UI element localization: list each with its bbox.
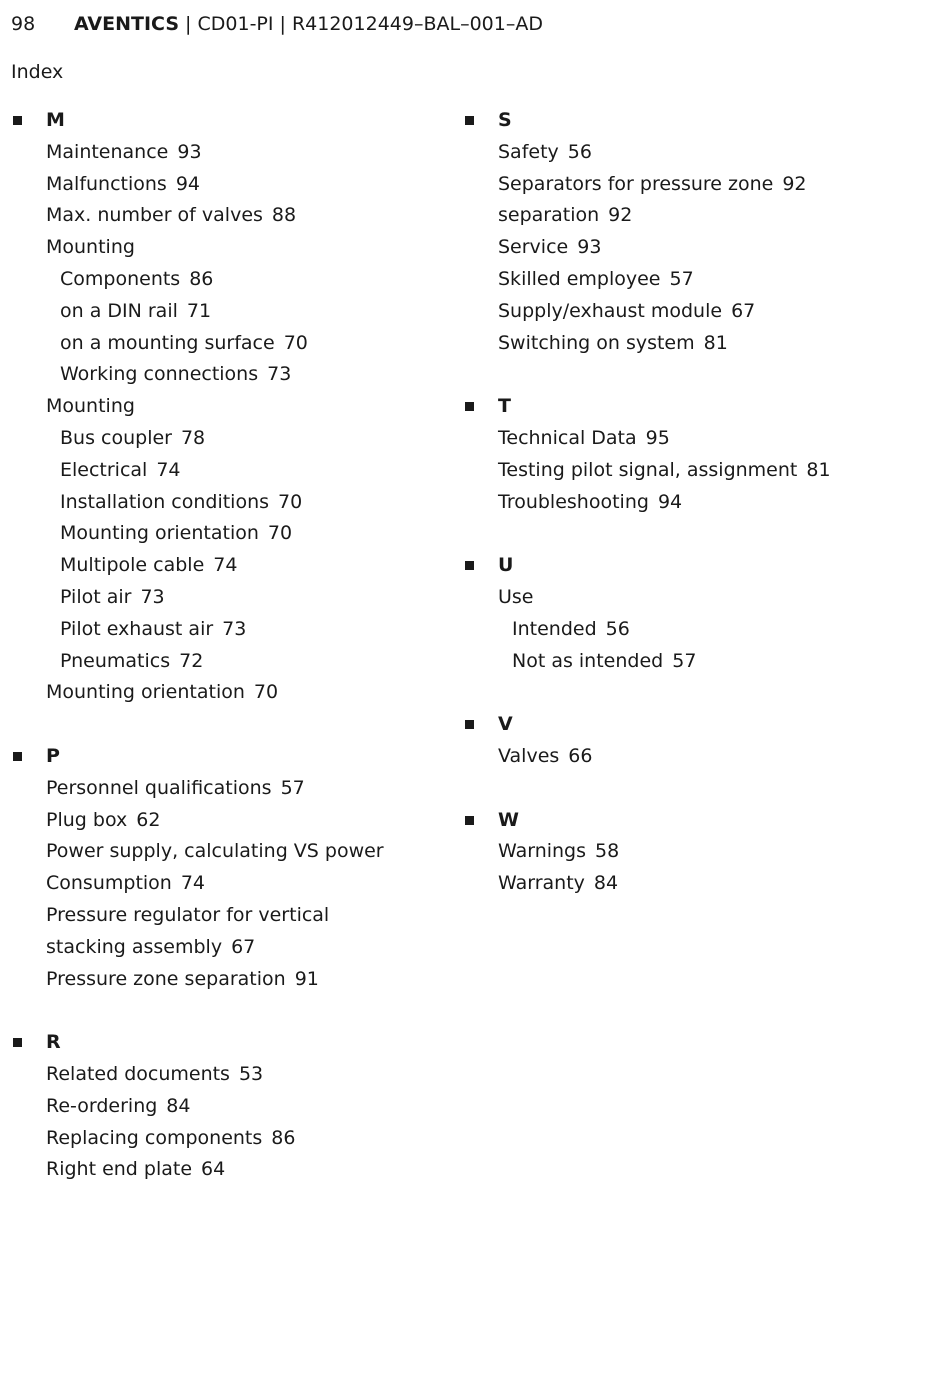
index-entry xyxy=(463,582,893,614)
index-entry xyxy=(463,137,893,169)
index-entry-text: Warranty xyxy=(498,872,585,895)
square-bullet-icon xyxy=(13,116,22,125)
index-page-number: 73 xyxy=(222,617,247,640)
index-entry xyxy=(463,264,893,296)
index-letter-row xyxy=(463,550,893,582)
index-entry-text: stacking assembly xyxy=(46,935,223,958)
square-bullet-icon xyxy=(465,402,474,411)
index-page-number: 81 xyxy=(806,458,831,481)
index-entry xyxy=(463,232,893,264)
index-subentry xyxy=(463,614,893,646)
index-page-number: 66 xyxy=(568,744,593,767)
index-entry-text: Electrical xyxy=(60,458,148,481)
index-entry-text: Pneumatics xyxy=(60,649,171,672)
index-entry-text: Right end plate xyxy=(46,1158,193,1181)
index-entry xyxy=(463,741,893,773)
brand-name: AVENTICS xyxy=(74,13,180,35)
index-subentry xyxy=(11,487,441,519)
index-page-number: 86 xyxy=(271,1126,296,1149)
index-page-number: 62 xyxy=(136,808,161,831)
index-entry-text: Max. number of valves xyxy=(46,204,263,227)
index-subentry xyxy=(11,518,441,550)
index-entry-text: Valves xyxy=(498,744,560,767)
index-entry xyxy=(11,932,441,964)
index-page-number: 56 xyxy=(605,617,630,640)
index-page-number: 92 xyxy=(782,172,807,195)
index-entry-text: Pilot exhaust air xyxy=(60,617,214,640)
square-bullet-icon xyxy=(465,816,474,825)
index-entry xyxy=(463,868,893,900)
index-page-number: 53 xyxy=(238,1062,264,1085)
index-entry-text: Multipole cable xyxy=(60,554,205,577)
index-entry-text: Pilot air xyxy=(60,585,132,608)
index-letter: R xyxy=(46,1031,61,1054)
index-entry xyxy=(463,200,893,232)
index-subentry xyxy=(11,328,441,360)
index-page-number: 67 xyxy=(731,299,756,322)
index-entry-text: Mounting xyxy=(46,395,135,418)
index-subentry xyxy=(11,582,441,614)
index-entry xyxy=(11,169,441,201)
index-page-number: 95 xyxy=(645,426,670,449)
index-entry-text: Not as intended xyxy=(512,649,664,672)
index-group-r xyxy=(11,1027,441,1186)
index-entry xyxy=(11,391,441,423)
index-letter: U xyxy=(498,554,514,577)
index-entry-text: separation xyxy=(498,204,600,227)
index-entry-text: Working connections xyxy=(60,363,259,386)
index-letter-row xyxy=(463,805,893,837)
index-page-number: 94 xyxy=(657,490,683,513)
square-bullet-icon xyxy=(13,752,22,761)
index-group-u xyxy=(463,550,893,677)
index-entry-text: Replacing components xyxy=(46,1126,263,1149)
index-letter: T xyxy=(498,395,511,418)
square-bullet-icon xyxy=(13,1038,22,1047)
square-bullet-icon xyxy=(465,561,474,570)
index-entry-text: Testing pilot signal, assignment xyxy=(498,458,798,481)
index-subentry xyxy=(11,455,441,487)
index-entry xyxy=(463,487,893,519)
index-page-number: 73 xyxy=(140,585,165,608)
index-entry xyxy=(11,677,441,709)
index-group-w xyxy=(463,805,893,900)
index-entry-text: Use xyxy=(498,585,534,608)
index-entry-text: Mounting orientation xyxy=(60,522,259,545)
index-entry xyxy=(11,805,441,837)
index-entry xyxy=(463,423,893,455)
index-entry-text: Warnings xyxy=(498,840,587,863)
index-entry xyxy=(11,137,441,169)
index-entry xyxy=(11,964,441,996)
index-letter: S xyxy=(498,109,512,131)
index-entry-text: Malfunctions xyxy=(46,172,167,195)
index-entry-text: Maintenance xyxy=(46,140,169,163)
index-entry-text: Consumption xyxy=(46,872,172,895)
index-page-number: 71 xyxy=(186,299,212,322)
index-subentry xyxy=(11,614,441,646)
section-title: Index xyxy=(11,61,64,83)
index-subentry xyxy=(11,423,441,455)
document-info: | CD01-PI | R412012449–BAL–001–AD xyxy=(179,13,543,35)
index-entry xyxy=(11,1091,441,1123)
index-entry-text: Skilled employee xyxy=(498,267,661,290)
index-page-number: 70 xyxy=(283,331,308,354)
index-letter-row xyxy=(11,1027,441,1059)
index-entry xyxy=(463,296,893,328)
index-entry xyxy=(11,1123,441,1155)
index-page-number: 78 xyxy=(180,426,206,449)
index-page-number: 93 xyxy=(577,236,602,259)
index-page-number: 84 xyxy=(166,1094,191,1117)
index-page-number: 73 xyxy=(267,363,292,386)
index-entry xyxy=(11,836,441,868)
index-entry-text: Mounting xyxy=(46,236,135,259)
index-page-number: 57 xyxy=(280,776,305,799)
index-entry-text: Supply/exhaust module xyxy=(498,299,723,322)
index-letter-row xyxy=(11,105,441,137)
index-entry-text: Related documents xyxy=(46,1062,230,1085)
index-entry-text: Separators for pressure zone xyxy=(498,172,774,195)
index-entry-text: Installation conditions xyxy=(60,490,270,513)
index-entry-text: Service xyxy=(498,236,569,259)
index-letter-row xyxy=(463,105,893,137)
index-entry-text: Components xyxy=(60,267,181,290)
index-subentry xyxy=(11,296,441,328)
index-page-number: 74 xyxy=(156,458,181,481)
index-entry xyxy=(11,900,441,932)
index-group-v xyxy=(463,709,893,773)
page-header xyxy=(11,10,543,38)
index-entry xyxy=(11,232,441,264)
index-entry-text: Technical Data xyxy=(498,426,637,449)
index-page-number: 86 xyxy=(189,267,214,290)
square-bullet-icon xyxy=(465,116,474,125)
index-letter: M xyxy=(46,109,65,131)
square-bullet-icon xyxy=(465,720,474,729)
index-entry xyxy=(11,868,441,900)
index-page-number: 74 xyxy=(213,554,238,577)
index-page-number: 81 xyxy=(703,331,728,354)
index-page-number: 91 xyxy=(294,967,319,990)
index-letter: W xyxy=(498,808,519,831)
index-entry xyxy=(463,836,893,868)
index-letter-row xyxy=(463,709,893,741)
index-entry xyxy=(463,328,893,360)
index-entry xyxy=(11,200,441,232)
index-letter-row xyxy=(11,741,441,773)
index-page-number: 93 xyxy=(177,140,202,163)
index-group-m xyxy=(11,105,441,709)
index-entry-text: Personnel qualifications xyxy=(46,776,272,799)
index-letter-row xyxy=(463,391,893,423)
index-entry-text: Mounting orientation xyxy=(46,681,245,704)
index-entry-text: on a mounting surface xyxy=(60,331,275,354)
index-entry xyxy=(463,169,893,201)
index-entry-text: Plug box xyxy=(46,808,128,831)
index-letter: V xyxy=(498,713,513,736)
index-page-number: 92 xyxy=(608,204,633,227)
index-page-number: 70 xyxy=(253,681,279,704)
index-subentry xyxy=(11,264,441,296)
index-letter: P xyxy=(46,744,60,767)
index-entry xyxy=(11,1154,441,1186)
index-page-number: 94 xyxy=(175,172,201,195)
index-column-right xyxy=(463,105,893,932)
index-group-t xyxy=(463,391,893,518)
index-page-number: 67 xyxy=(231,935,256,958)
index-subentry xyxy=(11,550,441,582)
index-subentry xyxy=(463,646,893,678)
index-subentry xyxy=(11,359,441,391)
index-entry-text: Pressure regulator for vertical xyxy=(46,903,330,926)
index-page-number: 70 xyxy=(278,490,303,513)
index-page-number: 57 xyxy=(669,267,694,290)
index-entry xyxy=(11,1059,441,1091)
index-page-number: 64 xyxy=(201,1158,226,1181)
index-entry-text: Safety xyxy=(498,140,559,163)
index-page-number: 58 xyxy=(595,840,620,863)
index-group-p xyxy=(11,741,441,995)
index-entry-text: Re-ordering xyxy=(46,1094,158,1117)
index-entry-text: Intended xyxy=(512,617,597,640)
page-number: 98 xyxy=(11,13,36,35)
index-page-number: 84 xyxy=(593,872,619,895)
index-entry xyxy=(11,773,441,805)
index-page-number: 56 xyxy=(567,140,592,163)
index-entry xyxy=(463,455,893,487)
index-page-number: 70 xyxy=(267,522,293,545)
index-subentry xyxy=(11,646,441,678)
index-entry-text: Bus coupler xyxy=(60,426,172,449)
index-column-left xyxy=(11,105,441,1218)
index-page-number: 88 xyxy=(271,204,297,227)
index-page-number: 74 xyxy=(180,872,206,895)
index-entry-text: Troubleshooting xyxy=(498,490,649,513)
index-entry-text: Pressure zone separation xyxy=(46,967,286,990)
index-entry-text: Power supply, calculating VS power xyxy=(46,840,384,863)
index-page-number: 57 xyxy=(672,649,697,672)
index-group-s xyxy=(463,105,893,359)
index-page-number: 72 xyxy=(179,649,204,672)
index-entry-text: on a DIN rail xyxy=(60,299,178,322)
index-entry-text: Switching on system xyxy=(498,331,695,354)
